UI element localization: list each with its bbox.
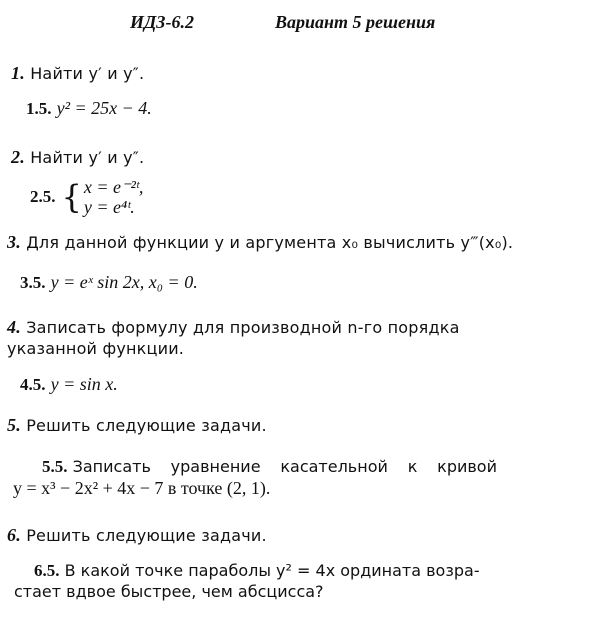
subtask-label: 6.5. [34,561,60,580]
task-1 [11,63,144,84]
task-5 [7,415,267,436]
subtask-expression: y² = 25x − 4. [56,98,152,118]
system-line: y = e⁴ᵗ. [83,197,135,217]
subtask-text: В какой точке параболы y² = 4x ордината возра- [64,561,480,580]
subtask-label: 3.5. [20,273,46,292]
task-text: Для данной функции y и аргумента x₀ вычислить y‴(x₀). [26,233,514,252]
task-2 [11,147,144,168]
word: касательной [280,457,388,476]
task-number: 4. [7,317,21,337]
subtask-1-5 [26,98,152,119]
task-number: 1. [11,63,25,83]
subtask-label: 2.5. [30,187,56,206]
doc-code: ИДЗ-6.2 [130,12,194,32]
subtask-6-5-line2: стает вдвое быстрее, чем абсцисса? [14,582,324,601]
subtask-expression: y = x³ − 2x² + 4x − 7 в точке (2, 1). [13,478,271,498]
word: кривой [437,457,497,476]
subtask-label: 5.5. [42,457,68,476]
task-text: Найти y′ и y″. [30,64,145,83]
subtask-3-5 [20,272,198,293]
variant-title: Вариант 5 решения [275,12,436,32]
subtask-6-5-line1 [34,561,480,581]
word: Записать [72,457,151,476]
task-number: 3. [7,232,21,252]
subtask-expression: y = sin x. [50,374,118,394]
subtask-5-5-line1 [42,457,497,477]
task-4 [7,317,460,338]
system-brace: { [61,178,82,216]
subtask-label-word [42,457,151,477]
subtask-label: 1.5. [26,99,52,118]
task-text: Решить следующие задачи. [26,416,267,435]
task-number: 2. [11,147,25,167]
subtask-2-5 [30,177,143,217]
subtask-label: 4.5. [20,375,46,394]
task-text: Найти y′ и y″. [30,148,145,167]
task-6 [7,525,267,546]
task-3 [7,232,513,253]
task-4-continuation: указанной функции. [7,339,185,358]
task-number: 5. [7,415,21,435]
task-text: Решить следующие задачи. [26,526,267,545]
task-text: Записать формулу для производной n-го порядка [26,318,460,337]
subtask-expression: y = eˣ sin 2x, x₀ = 0. [50,272,198,292]
system-line: x = e⁻²ᵗ, [83,177,144,197]
word: уравнение [170,457,261,476]
subtask-5-5-line2 [13,478,270,499]
system-equations [84,177,144,217]
word: к [407,457,418,476]
task-number: 6. [7,525,21,545]
subtask-4-5 [20,374,118,395]
